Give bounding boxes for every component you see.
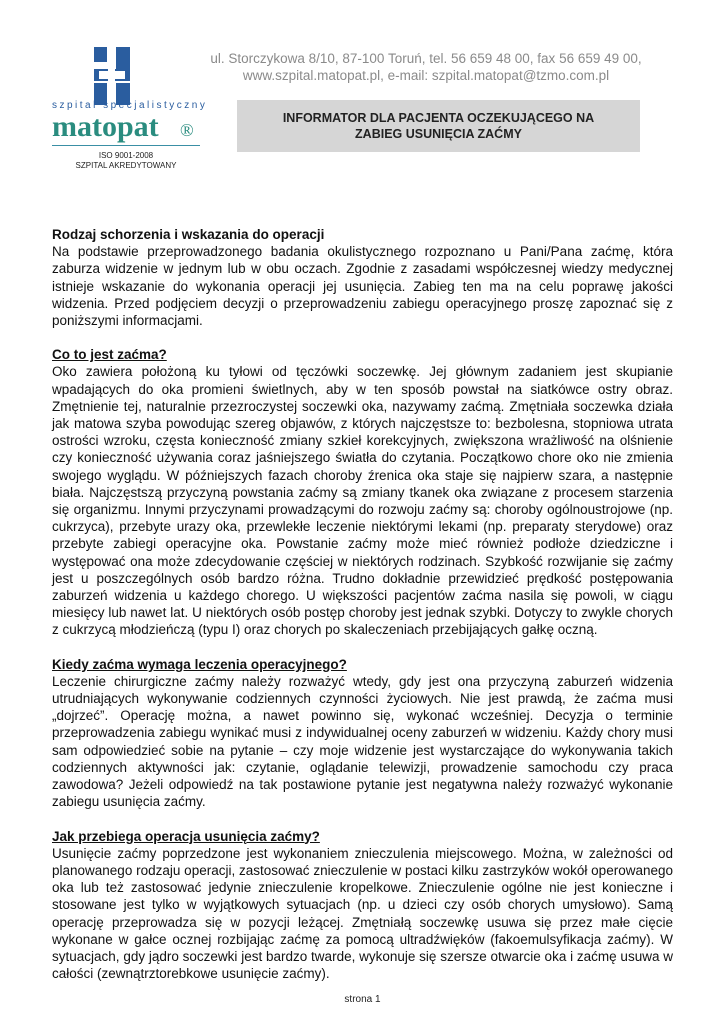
document-body xyxy=(52,226,673,999)
hospital-address xyxy=(180,50,672,84)
section-heading: Co to jest zaćma? xyxy=(52,347,167,363)
section-what-is-cataract xyxy=(52,346,673,638)
logo-tagline: szpital specjalistyczny xyxy=(52,100,208,111)
section-text: Usunięcie zaćmy poprzedzone jest wykonaniem znieczulenia miejscowego. Można, w zależności od planowanego rodzaju operacji, zastosować znieczulenie w postaci kilku zastrzyków wokół operowanego oka lub też zastosować jedynie znieczulenie kropelkowe. Znieczulenie ogólne nie jest konieczne i stosowane jest tylko w wyjątkowych sytuacjach (np. u dzieci czy osób chorych umysłowo). Samą operację przeprowadza się w pozycji leżącej. Zmętniałą soczewkę usuwa się przez małe cięcie wykonane w gałce ocznej rozbijając zaćmę za pomocą ultradźwięków (fakoemulsyfikacja zaćmy). W sytuacjach, gdy jądro soczewki jest bardzo twarde, wykonuje się szersze otwarcie oka i zaćmę usuwa w całości (zewnątrztorebkowe usunięcie zaćmy). xyxy=(52,845,673,982)
brand-divider xyxy=(52,145,200,146)
section-text: Oko zawiera położoną ku tyłowi od tęczówki soczewkę. Jej głównym zadaniem jest skupianie wpadających do oka promieni świetlnych, aby w ten sposób powstał na siatkówce ostry obraz. Zmętnienie tej, naturalnie przezroczystej soczewki oka, nazywamy zaćmą. Zmętniała soczewka działa jak matowa szyba powodując szereg objawów, z których najczęstsze to: bezbolesna, stopniowa utrata ostrości wzroku, częsta konieczność zmiany szkieł korekcyjnych, zwiększona wrażliwość na olśnienie czy konieczność używania coraz jaśniejszego światła do czytania. Początkowo chore oko nie zmienia swojego wyglądu. W późniejszych fazach choroby źrenica oka staje się najpierw szara, a następnie biała. Najczęstszą przyczyną powstania zaćmy są zmiany tkanek oka związane z procesem starzenia się organizmu. Innymi przyczynami prowadzącymi do rozwoju zaćmy są: choroby ogólnoustrojowe (np. cukrzyca), przebyte urazy oka, przewlekłe leczenie niektórymi lekami (np. preparaty sterydowe) oraz przebyte zabiegi operacyjne oka. Powstanie zaćmy może mieć również podłoże dziedziczne i występować ona może zdecydowanie częściej w niektórych rodzinach. Szybkość rozwijanie się zaćmy jest u poszczególnych osób bardzo różna. Trudno dokładnie przewidzieć prędkość postępowania zaburzeń widzenia u każdego chorego. U większości pacjentów zaćma nasila się powoli, w ciągu miesięcy lub nawet lat. U niektórych osób postęp choroby jest jednak szybki. Dotyczy to zwykle chorych z cukrzycą młodzieńczą (typu I) oraz chorych po skaleczeniach przebijających gałkę oczną. xyxy=(52,364,673,638)
section-heading: Rodzaj schorzenia i wskazania do operacji xyxy=(52,227,325,242)
brand-name: matopat xyxy=(52,110,159,143)
registered-mark: ® xyxy=(180,120,194,140)
certification-block xyxy=(52,151,200,171)
address-line-1: ul. Storczykowa 8/10, 87-100 Toruń, tel. 56 659 48 00, fax 56 659 49 00, xyxy=(210,51,642,66)
section-heading: Kiedy zaćma wymaga leczenia operacyjnego? xyxy=(52,656,347,672)
accreditation-label: SZPITAL AKREDYTOWANY xyxy=(75,161,177,170)
document-title-box xyxy=(237,100,640,152)
section-when-surgery xyxy=(52,656,673,811)
page-number: strona 1 xyxy=(344,994,381,1005)
iso-label: ISO 9001-2008 xyxy=(98,151,154,160)
section-text: Leczenie chirurgiczne zaćmy należy rozważyć wtedy, gdy jest ona przyczyną zaburzeń widzenia utrudniających wykonywanie codziennych czynności życiowych. Nie jest prawdą, że zaćma musi „dojrzeć”. Operację można, a nawet powinno się, wykonać wcześniej. Decyzja o terminie przeprowadzenia zabiegu wynikać musi z indywidualnej oceny zaburzeń w widzeniu. Każdy chory musi sam odpowiedzieć sobie na pytanie – czy moje widzenie jest wystarczające do wykonywania takich codziennych aktywności jak: czytanie, oglądanie telewizji, prowadzenie samochodu czy praca zawodowa? Jeżeli odpowiedź na tak postawione pytanie jest negatywna należy rozważyć wykonanie zabiegu usunięcia zaćmy. xyxy=(52,673,673,810)
section-text: Na podstawie przeprowadzonego badania okulistycznego rozpoznano u Pani/Pana zaćmę, która zaburza widzenie w jednym lub w obu oczach. Zgodnie z zasadami współczesnej wiedzy medycznej istnieje wskazanie do wykonania operacji jej usunięcia. Zabieg ten ma na celu poprawę jakości widzenia. Przed podjęciem decyzji o przeprowadzeniu zabiegu operacyjnego proszę zapoznać się z poniższymi informacjami. xyxy=(52,244,673,329)
matopat-logo-icon xyxy=(94,47,130,105)
section-how-surgery xyxy=(52,828,673,983)
document-title: INFORMATOR DLA PACJENTA OCZEKUJĄCEGO NA ZABIEG USUNIĘCIA ZAĆMY xyxy=(282,111,595,141)
address-line-2: www.szpital.matopat.pl, e-mail: szpital.matopat@tzmo.com.pl xyxy=(242,68,610,83)
section-heading: Jak przebiega operacja usunięcia zaćmy? xyxy=(52,828,320,844)
section-indications xyxy=(52,226,673,329)
